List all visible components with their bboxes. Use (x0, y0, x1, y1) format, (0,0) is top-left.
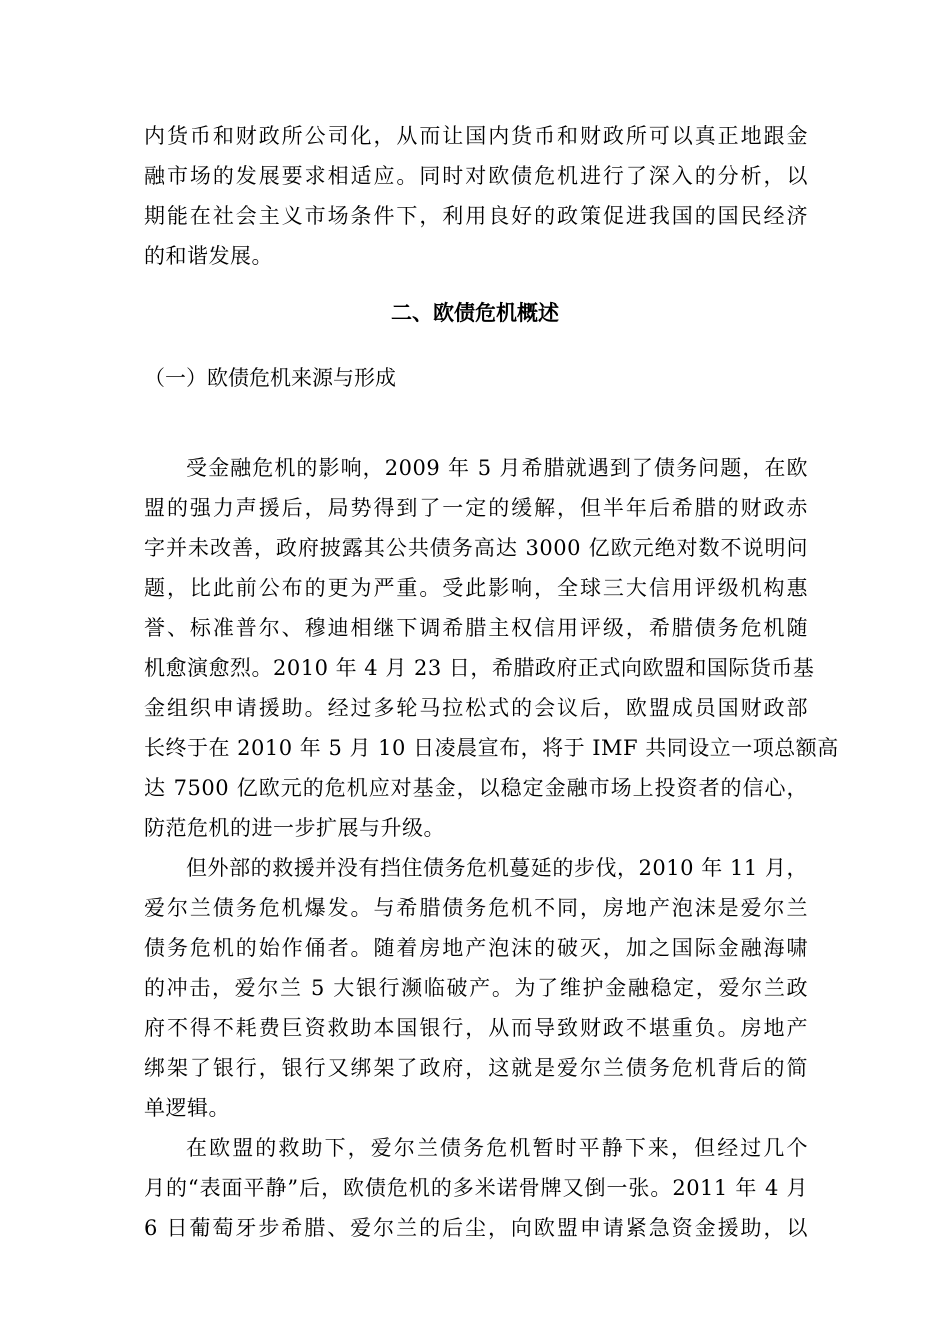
text-line: 单逻辑。 (144, 1096, 230, 1120)
text-line: 达 7500 亿欧元的危机应对基金，以稳定金融市场上投资者的信心， (144, 776, 808, 800)
text-line: 字并未改善，政府披露其公共债务高达 3000 亿欧元绝对数不说明问 (144, 536, 808, 560)
subsection-heading: （一）欧债危机来源与形成 (144, 366, 396, 390)
section-heading: 二、欧债危机概述 (391, 301, 559, 325)
text-line: 融市场的发展要求相适应。同时对欧债危机进行了深入的分析，以 (144, 164, 808, 188)
text-line: 期能在社会主义市场条件下，利用良好的政策促进我国的国民经济 (144, 204, 808, 228)
text-line: 6 日葡萄牙步希腊、爱尔兰的后尘，向欧盟申请紧急资金援助，以 (144, 1216, 808, 1240)
text-line: 月的“表面平静”后，欧债危机的多米诺骨牌又倒一张。2011 年 4 月 (144, 1176, 808, 1200)
text-line: 长终于在 2010 年 5 月 10 日凌晨宣布，将于 IMF 共同设立一项总额高 (144, 736, 839, 760)
text-line: 防范危机的进一步扩展与升级。 (144, 816, 445, 840)
text-line: 府不得不耗费巨资救助本国银行，从而导致财政不堪重负。房地产 (144, 1016, 808, 1040)
text-line: 誉、标准普尔、穆迪相继下调希腊主权信用评级，希腊债务危机随 (144, 616, 808, 640)
text-line: 内货币和财政所公司化，从而让国内货币和财政所可以真正地跟金 (144, 124, 808, 148)
text-line: 机愈演愈烈。2010 年 4 月 23 日，希腊政府正式向欧盟和国际货币基 (144, 656, 815, 680)
text-line: 盟的强力声援后，局势得到了一定的缓解，但半年后希腊的财政赤 (144, 496, 808, 520)
text-line: 的和谐发展。 (144, 244, 273, 268)
text-line: 债务危机的始作俑者。随着房地产泡沫的破灭，加之国际金融海啸 (144, 936, 808, 960)
text-line: 但外部的救援并没有挡住债务危机蔓延的步伐，2010 年 11 月， (186, 856, 808, 880)
text-line: 受金融危机的影响，2009 年 5 月希腊就遇到了债务问题，在欧 (186, 456, 808, 480)
text-line: 题，比此前公布的更为严重。受此影响，全球三大信用评级机构惠 (144, 576, 808, 600)
text-line: 金组织申请援助。经过多轮马拉松式的会议后，欧盟成员国财政部 (144, 696, 808, 720)
text-line: 爱尔兰债务危机爆发。与希腊债务危机不同，房地产泡沫是爱尔兰 (144, 896, 808, 920)
text-line: 在欧盟的救助下，爱尔兰债务危机暂时平静下来，但经过几个 (186, 1136, 808, 1160)
text-line: 的冲击，爱尔兰 5 大银行濒临破产。为了维护金融稳定，爱尔兰政 (144, 976, 808, 1000)
text-line: 绑架了银行，银行又绑架了政府，这就是爱尔兰债务危机背后的简 (144, 1056, 808, 1080)
